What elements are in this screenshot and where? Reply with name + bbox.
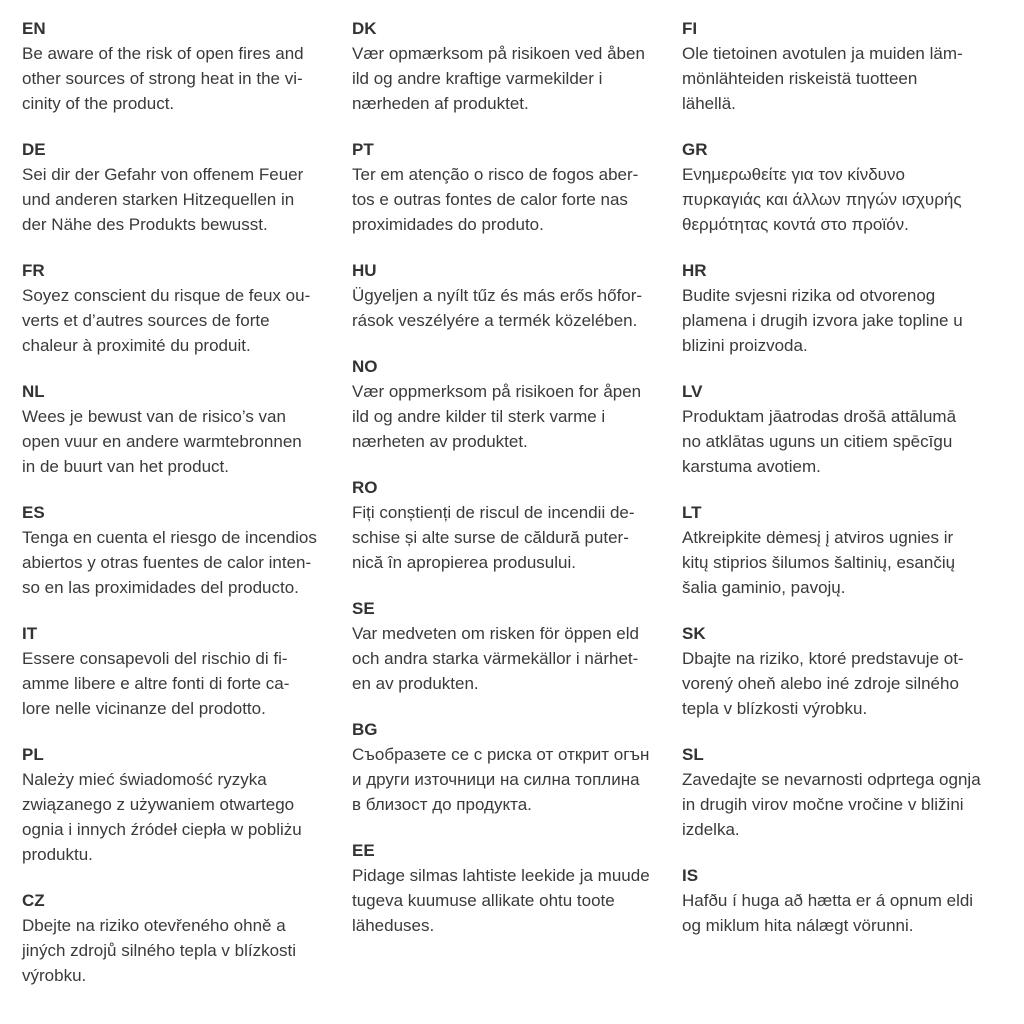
warning-text-line: cinity of the product.: [22, 94, 175, 113]
warning-text-line: Ügyeljen a nyílt tűz és más erős hőfor-: [352, 286, 643, 305]
lang-code: IT: [22, 624, 38, 643]
warning-text-line: open vuur en andere warmtebronnen: [22, 432, 302, 451]
lang-code: PT: [352, 140, 374, 159]
lang-entry-pl: [22, 742, 352, 867]
columns-container: [22, 16, 1024, 1009]
lang-code: NO: [352, 357, 378, 376]
lang-code: RO: [352, 478, 378, 497]
warning-text-line: Pidage silmas lahtiste leekide ja muude: [352, 866, 650, 885]
lang-code: BG: [352, 720, 378, 739]
lang-code: NL: [22, 382, 45, 401]
lang-entry-fi: [682, 16, 1002, 116]
lang-code: SL: [682, 745, 704, 764]
warning-text-line: blizini proizvoda.: [682, 336, 808, 355]
warning-text-line: Atkreipkite dėmesį į atviros ugnies ir: [682, 528, 954, 547]
language-column-1: [22, 16, 352, 1009]
warning-text-line: chaleur à proximité du produit.: [22, 336, 251, 355]
warning-text-line: jiných zdrojů silného tepla v blízkosti: [22, 941, 297, 960]
lang-entry-dk: [352, 16, 682, 116]
warning-text-line: so en las proximidades del producto.: [22, 578, 299, 597]
lang-code: CZ: [22, 891, 45, 910]
warning-text-line: mönlähteiden riskeistä tuotteen: [682, 69, 918, 88]
warning-text-line: nică în apropierea produsului.: [352, 553, 576, 572]
warning-text-line: πυρκαγιάς και άλλων πηγών ισχυρής: [682, 190, 962, 209]
warning-text-line: ognia i innych źródeł ciepła w pobliżu: [22, 820, 302, 839]
warning-text-line: nærheden af produktet.: [352, 94, 529, 113]
warning-text-line: Dbajte na riziko, ktoré predstavuje ot-: [682, 649, 964, 668]
warning-text-line: Wees je bewust van de risico’s van: [22, 407, 286, 426]
warning-text-line: rások veszélyére a termék közelében.: [352, 311, 638, 330]
lang-entry-sl: [682, 742, 1002, 842]
warning-text-line: θερμότητας κοντά στο προϊόν.: [682, 215, 909, 234]
lang-entry-fr: [22, 258, 352, 358]
warning-text-line: en av produkten.: [352, 674, 479, 693]
lang-code: FR: [22, 261, 45, 280]
warning-text-line: in de buurt van het product.: [22, 457, 229, 476]
warning-text-line: tos e outras fontes de calor forte nas: [352, 190, 628, 209]
lang-code: HU: [352, 261, 377, 280]
warning-text-line: związanego z używaniem otwartego: [22, 795, 295, 814]
lang-code: LV: [682, 382, 703, 401]
lang-entry-hu: [352, 258, 682, 333]
warning-text-line: tugeva kuumuse allikate ohtu toote: [352, 891, 615, 910]
warning-text-line: Съобразете се с риска от открит огън: [352, 745, 650, 764]
lang-entry-is: [682, 863, 1002, 938]
warning-text-line: proximidades do produto.: [352, 215, 544, 234]
lang-code: HR: [682, 261, 707, 280]
warning-text-line: verts et d’autres sources de forte: [22, 311, 270, 330]
warning-text-line: в близост до продукта.: [352, 795, 532, 814]
warning-text-line: der Nähe des Produkts bewusst.: [22, 215, 268, 234]
lang-code: SK: [682, 624, 706, 643]
lang-entry-ro: [352, 475, 682, 575]
lang-entry-no: [352, 354, 682, 454]
warning-text-line: in drugih virov močne vročine v bližini: [682, 795, 964, 814]
lang-code: EN: [22, 19, 46, 38]
lang-code: LT: [682, 503, 702, 522]
warning-text-line: Soyez conscient du risque de feux ou-: [22, 286, 311, 305]
lang-code: DE: [22, 140, 46, 159]
lang-code: FI: [682, 19, 698, 38]
warning-text-line: Tenga en cuenta el riesgo de incendios: [22, 528, 317, 547]
warning-text-line: och andra starka värmekällor i närhet-: [352, 649, 639, 668]
lang-entry-lt: [682, 500, 1002, 600]
warning-text-line: Należy mieć świadomość ryzyka: [22, 770, 267, 789]
warning-text-line: Ole tietoinen avotulen ja muiden läm-: [682, 44, 963, 63]
warning-text-line: lähellä.: [682, 94, 736, 113]
warning-text-line: Produktam jāatrodas drošā attālumā: [682, 407, 957, 426]
warning-text-line: Zavedajte se nevarnosti odprtega ognja: [682, 770, 981, 789]
warning-text-line: no atklātas uguns un citiem spēcīgu: [682, 432, 953, 451]
lang-code: PL: [22, 745, 44, 764]
lang-entry-se: [352, 596, 682, 696]
lang-entry-hr: [682, 258, 1002, 358]
lang-entry-nl: [22, 379, 352, 479]
lang-entry-pt: [352, 137, 682, 237]
warning-text-line: tepla v blízkosti výrobku.: [682, 699, 868, 718]
lang-entry-ee: [352, 838, 682, 938]
lang-entry-sk: [682, 621, 1002, 721]
warning-text-line: Be aware of the risk of open fires and: [22, 44, 304, 63]
warning-text-line: Hafðu í huga að hætta er á opnum eldi: [682, 891, 974, 910]
warning-text-line: karstuma avotiem.: [682, 457, 821, 476]
warning-text-line: Essere consapevoli del rischio di fi-: [22, 649, 288, 668]
warning-text-line: Ενημερωθείτε για τον κίνδυνο: [682, 165, 905, 184]
warning-text-line: Budite svjesni rizika od otvorenog: [682, 286, 936, 305]
language-column-2: [352, 16, 682, 959]
warning-text-line: schise și alte surse de căldură puter-: [352, 528, 629, 547]
warning-text-line: amme libere e altre fonti di forte ca-: [22, 674, 290, 693]
lang-code: DK: [352, 19, 377, 38]
warning-text-line: og miklum hita nálægt vörunni.: [682, 916, 914, 935]
lang-code: IS: [682, 866, 699, 885]
warning-text-line: výrobku.: [22, 966, 87, 985]
lang-entry-cz: [22, 888, 352, 988]
warning-text-line: Ter em atenção o risco de fogos aber-: [352, 165, 639, 184]
warning-text-line: Vær oppmerksom på risikoen for åpen: [352, 382, 642, 401]
warning-text-line: produktu.: [22, 845, 93, 864]
lang-entry-en: [22, 16, 352, 116]
lang-code: EE: [352, 841, 375, 860]
lang-entry-gr: [682, 137, 1002, 237]
warning-text-line: Dbejte na riziko otevřeného ohně a: [22, 916, 286, 935]
lang-entry-it: [22, 621, 352, 721]
lang-entry-es: [22, 500, 352, 600]
warning-text-line: vorený oheň alebo iné zdroje silného: [682, 674, 959, 693]
lang-code: ES: [22, 503, 45, 522]
warning-text-line: other sources of strong heat in the vi-: [22, 69, 303, 88]
warning-text-line: Vær opmærksom på risikoen ved åben: [352, 44, 645, 63]
lang-entry-lv: [682, 379, 1002, 479]
warning-text-line: abiertos y otras fuentes de calor inten-: [22, 553, 312, 572]
warning-text-line: Sei dir der Gefahr von offenem Feuer: [22, 165, 304, 184]
warning-text-line: Var medveten om risken för öppen eld: [352, 624, 639, 643]
lang-entry-de: [22, 137, 352, 237]
lang-entry-bg: [352, 717, 682, 817]
language-column-3: [682, 16, 1002, 959]
warning-text-line: plamena i drugih izvora jake topline u: [682, 311, 963, 330]
warning-text-line: šalia gaminio, pavojų.: [682, 578, 846, 597]
warning-text-line: kitų stiprios šilumos šaltinių, esančių: [682, 553, 956, 572]
warning-text-line: nærheten av produktet.: [352, 432, 528, 451]
lang-code: GR: [682, 140, 708, 159]
warning-text-line: und anderen starken Hitzequellen in: [22, 190, 295, 209]
warning-text-line: ild og andre kraftige varmekilder i: [352, 69, 603, 88]
warning-text-line: ild og andre kilder til sterk varme i: [352, 407, 606, 426]
warning-text-line: lore nelle vicinanze del prodotto.: [22, 699, 266, 718]
warning-text-line: и други източници на силна топлина: [352, 770, 640, 789]
lang-code: SE: [352, 599, 375, 618]
warning-text-line: Fiți conștienți de riscul de incendii de-: [352, 503, 635, 522]
warning-text-line: izdelka.: [682, 820, 740, 839]
warning-text-line: läheduses.: [352, 916, 435, 935]
